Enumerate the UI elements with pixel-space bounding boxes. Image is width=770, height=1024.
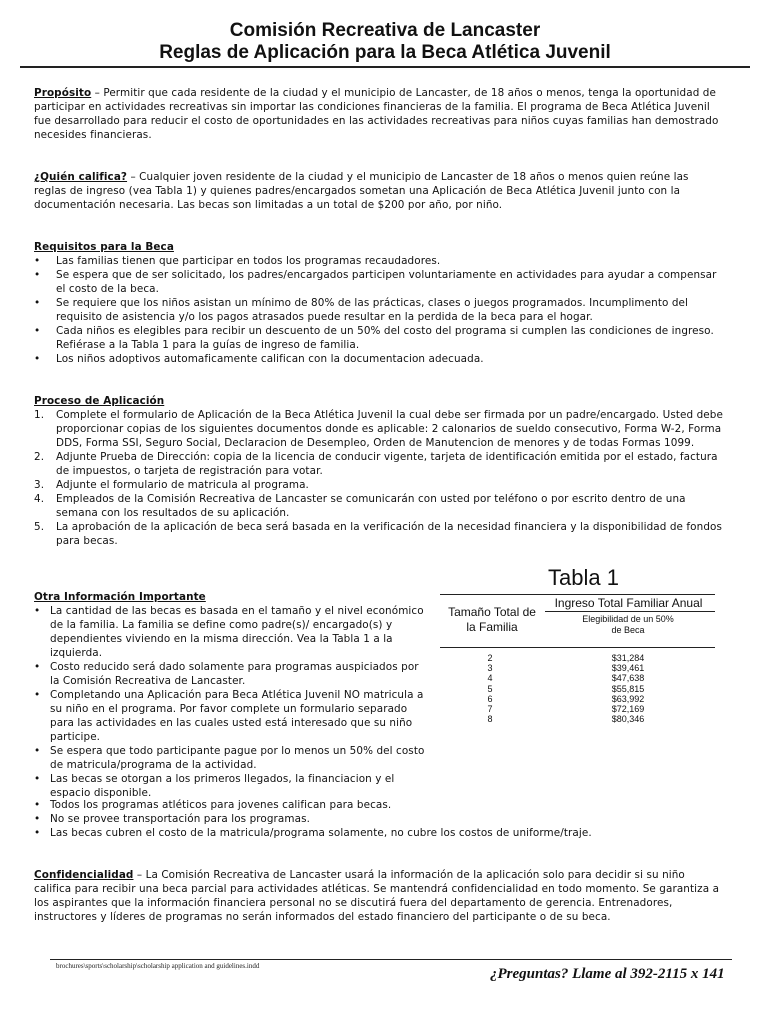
tabla-size-cell: 7 xyxy=(487,704,493,715)
tabla-incomes xyxy=(590,653,666,724)
proceso-item-text: Adjunte Prueba de Dirección: copia de la licencia de conducir vigente, tarjeta de identificación emitida por el estado, factura de impuestos, o tarjeta de registración para votar. xyxy=(56,451,718,477)
tabla-income-cell: $31,284 xyxy=(611,653,645,663)
tabla-income-cell: $47,638 xyxy=(611,673,645,684)
section-requisitos xyxy=(34,240,724,366)
proceso-item-text: La aprobación de la aplicación de beca será basada en la verificación de la necesidad financiera y la disponibilidad de fondos para becas. xyxy=(56,521,722,547)
tabla-size-cell: 5 xyxy=(487,683,493,694)
quien-text: – Cualquier joven residente de la ciudad y el municipio de Lancaster de 18 años o menos quien reúne las reglas de ingreso (vea Tabla 1) y quienes padres/encargados sometan una Aplicación de Beca Atlética Juvenil junto con la documentación necesaria. Las becas son limitadas a un total de $200 por año, por niño. xyxy=(34,171,689,211)
tabla-family-size-header: Tamaño Total de la Familia xyxy=(448,605,536,634)
tabla-income-cell: $80,346 xyxy=(611,714,645,725)
requisito-item: • Las familias tienen que participar en todos los programas recaudadores. xyxy=(34,254,724,268)
quien-heading: ¿Quién califica? xyxy=(34,171,128,183)
footer-file-path: brochures\sports\scholarship\scholarship application and guidelines.indd xyxy=(56,962,260,970)
otra-item: • No se provee transportación para los programas. xyxy=(34,812,734,826)
section-proceso xyxy=(34,394,724,548)
otra-heading: Otra Información Importante xyxy=(34,591,206,603)
proceso-item-number: 3. xyxy=(34,479,45,491)
tabla-income-cell: $63,992 xyxy=(611,693,645,704)
otra-item: • Se espera que todo participante pague por lo menos un 50% del costo de matricula/programa de la actividad. xyxy=(34,744,429,772)
section-otra-informacion-continued xyxy=(34,798,734,840)
tabla-eligibility-header: Elegibilidad de un 50% de Beca xyxy=(582,614,674,635)
proceso-item-number: 2. xyxy=(34,451,45,463)
section-proposito xyxy=(34,86,724,142)
tabla-income-cell: $55,815 xyxy=(611,683,645,694)
tabla-family-sizes xyxy=(470,653,510,724)
tabla-income-rule xyxy=(545,611,715,612)
tabla-income-cell: $39,461 xyxy=(611,663,645,674)
proceso-item xyxy=(34,520,724,548)
tabla-size-cell: 8 xyxy=(487,714,493,725)
document-title: Comisión Recreativa de Lancaster xyxy=(229,20,541,41)
tabla-income-cell: $72,169 xyxy=(611,704,645,715)
requisitos-heading: Requisitos para la Beca xyxy=(34,241,174,253)
tabla-title: Tabla 1 xyxy=(548,565,619,590)
requisito-item: • Cada niños es elegibles para recibir un descuento de un 50% del costo del programa si cumplen las condiciones de ingreso. Refiérase a la Tabla 1 para la guías de ingreso de familia. xyxy=(34,324,724,352)
document-subtitle: Reglas de Aplicación para la Beca Atlética Juvenil xyxy=(159,42,611,63)
proposito-heading: Propósito xyxy=(34,87,92,99)
otra-item: • Costo reducido será dado solamente para programas auspiciados por la Comisión Recreativa de Lancaster. xyxy=(34,660,429,688)
proceso-item-text: Empleados de la Comisión Recreativa de Lancaster se comunicarán con usted por teléfono o por escrito dentro de una semana con los resultados de su aplicación. xyxy=(56,493,686,519)
title-divider xyxy=(20,66,750,68)
tabla-size-cell: 3 xyxy=(487,663,493,674)
proceso-item xyxy=(34,478,724,492)
proceso-item xyxy=(34,408,724,450)
proceso-item xyxy=(34,492,724,520)
otra-item: • Las becas se otorgan a los primeros llegados, la financiacion y el espacio disponible. xyxy=(34,772,429,800)
otra-item: • Todos los programas atléticos para jovenes califican para becas. xyxy=(34,798,734,812)
proceso-heading: Proceso de Aplicación xyxy=(34,395,165,407)
tabla-income-header: Ingreso Total Familiar Anual xyxy=(554,596,703,610)
section-quien-califica xyxy=(34,170,724,212)
proceso-item-text: Complete el formulario de Aplicación de la Beca Atlética Juvenil la cual debe ser firmada por un padre/encargado. Usted debe proporcionar copias de los siguientes documentos donde es aplicable: 2 calonarios de sueldo consecutivo, Forma W-2, Forma DDS, Forma SSI, Seguro Social, Declaracion de Desempleo, Orden de Manutencion de menores y de todas Formas 1099. xyxy=(56,409,723,449)
tabla-size-cell: 4 xyxy=(487,673,493,684)
proceso-item-text: Adjunte el formulario de matricula al programa. xyxy=(56,479,309,491)
tabla-header-rule xyxy=(440,647,715,648)
requisito-item: • Los niños adoptivos automaficamente califican con la documentacion adecuada. xyxy=(34,352,724,366)
tabla-size-cell: 2 xyxy=(487,653,493,663)
requisito-item: • Se espera que de ser solicitado, los padres/encargados participen voluntariamente en actividades para ayudar a compensar el costo de la beca. xyxy=(34,268,724,296)
confidencialidad-text: – La Comisión Recreativa de Lancaster usará la información de la aplicación solo para decidir si su niño califica para recibir una beca parcial para actividades atléticas. Se mantendrá confidencialidad en todo momento. Se garantiza a los aspirantes que la información financiera personal no se discutirá fuera del departamento de gerencia. Entrenadores, instructores y líderes de programas no serán informados del estado financiero del participante o de su beca. xyxy=(34,869,720,923)
section-otra-informacion xyxy=(34,590,429,800)
tabla-size-cell: 6 xyxy=(487,693,493,704)
proceso-item-number: 1. xyxy=(34,409,45,421)
footer-contact-line: ¿Preguntas? Llame al 392-2115 x 141 xyxy=(490,966,725,982)
footer-divider xyxy=(50,959,732,960)
proceso-item-number: 5. xyxy=(34,521,45,533)
otra-item: • Las becas cubren el costo de la matricula/programa solamente, no cubre los costos de uniforme/traje. xyxy=(34,826,734,840)
proceso-item-number: 4. xyxy=(34,493,45,505)
otra-item: • La cantidad de las becas es basada en el tamaño y el nivel económico de la familia. La familia se define como padre(s)/ encargado(s) y dependientes viviendo en la misma dirección. Vea la Tabla 1 a la izquierda. xyxy=(34,604,429,660)
proposito-text: – Permitir que cada residente de la ciudad y el municipio de Lancaster, de 18 años o menos, tenga la oportunidad de participar en actividades recreativas sin importar las condiciones financieras de la familia. El programa de Beca Atlética Juvenil fue desarrollado para reducir el costo de oportunidades en las actividades recreativas para niños cuyas familias han demostrado necesides financieras. xyxy=(34,87,719,141)
confidencialidad-heading: Confidencialidad xyxy=(34,869,134,881)
proceso-item xyxy=(34,450,724,478)
tabla-top-rule xyxy=(440,594,715,595)
requisito-item: • Se requiere que los niños asistan un mínimo de 80% de las prácticas, clases o juegos programados. Incumplimento del requisito de asistencia y/o los pagos atrasados puede resultar en la perdida de la beca para el hogar. xyxy=(34,296,724,324)
otra-item: • Completando una Aplicación para Beca Atlética Juvenil NO matricula a su niño en el programa. Por favor complete un formulario separado para las actividades en las cuales usted está interesado que su niño participe. xyxy=(34,688,429,744)
section-confidencialidad xyxy=(34,868,724,924)
